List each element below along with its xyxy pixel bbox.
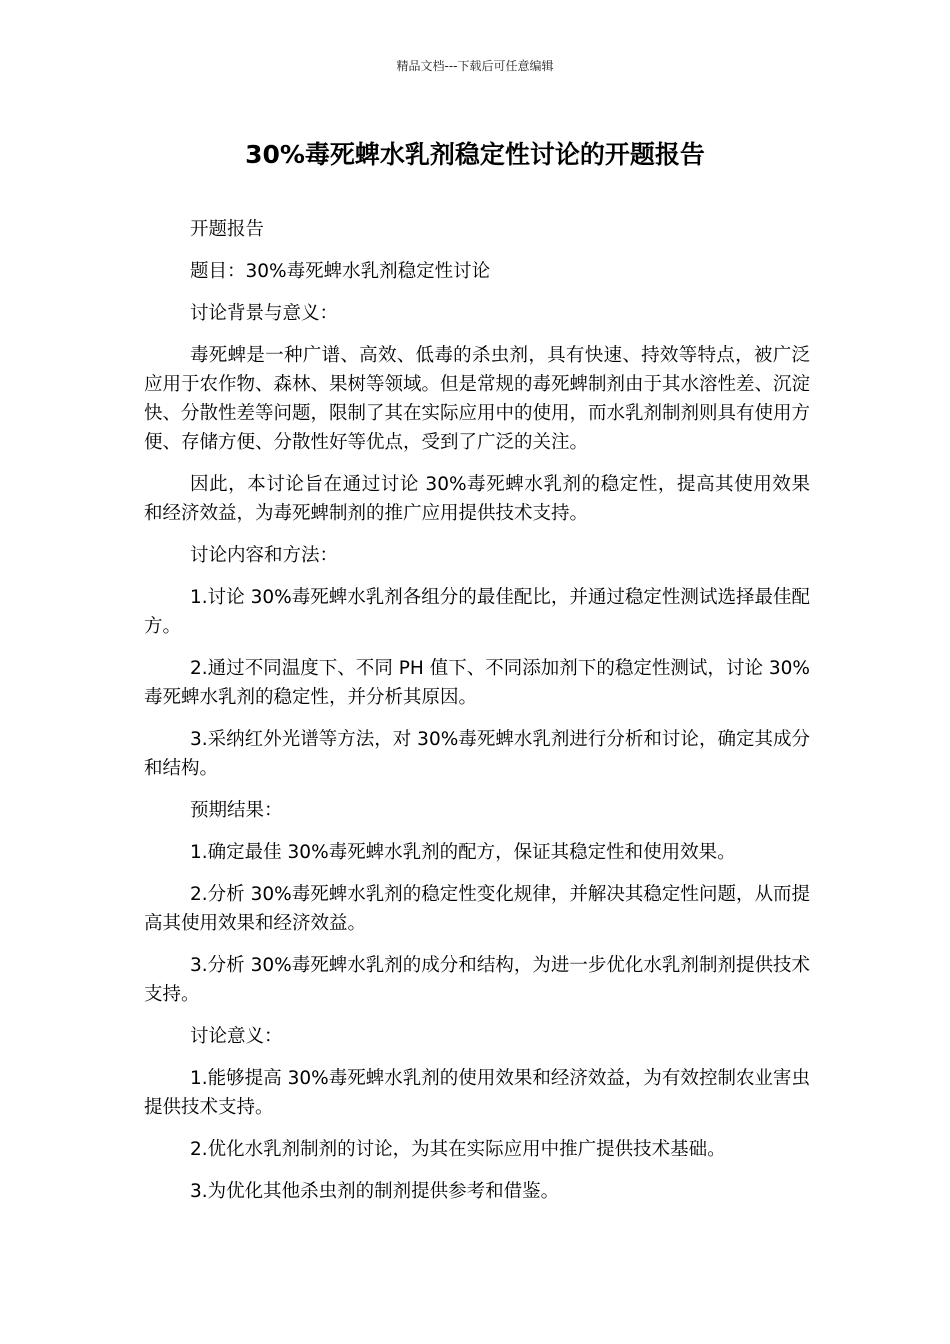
result-item-2: 2.分析 30%毒死蜱水乳剂的稳定性变化规律，并解决其稳定性问题，从而提高其使用效果和经济效益。 <box>144 884 810 934</box>
section-heading-methods: 讨论内容和方法： <box>190 545 339 566</box>
paragraph-purpose: 因此，本讨论旨在通过讨论 30%毒死蜱水乳剂的稳定性，提高其使用效果和经济效益，为毒死蜱制剂的推广应用提供技术支持。 <box>144 474 810 524</box>
significance-item-3: 3.为优化其他杀虫剂的制剂提供参考和借鉴。 <box>190 1181 560 1202</box>
significance-item-1: 1.能够提高 30%毒死蜱水乳剂的使用效果和经济效益，为有效控制农业害虫提供技术支持。 <box>144 1068 810 1118</box>
paragraph-background: 毒死蜱是一种广谱、高效、低毒的杀虫剂，具有快速、持效等特点，被广泛应用于农作物、森林、果树等领域。但是常规的毒死蜱制剂由于其水溶性差、沉淀快、分散性差等问题，限制了其在实际应用中的使用，而水乳剂制剂则具有使用方便、存储方便、分散性好等优点，受到了广泛的关注。 <box>144 345 811 453</box>
document-body <box>144 215 810 1219</box>
method-item-2: 2.通过不同温度下、不同 PH 值下、不同添加剂下的稳定性测试，讨论 30%毒死蜱水乳剂的稳定性，并分析其原因。 <box>144 658 810 708</box>
paragraph-topic: 题目：30%毒死蜱水乳剂稳定性讨论 <box>190 261 491 282</box>
method-item-1: 1.讨论 30%毒死蜱水乳剂各组分的最佳配比，并通过稳定性测试选择最佳配方。 <box>144 587 810 637</box>
method-item-3: 3.采纳红外光谱等方法，对 30%毒死蜱水乳剂进行分析和讨论，确定其成分和结构。 <box>144 729 810 779</box>
section-heading-background: 讨论背景与意义： <box>190 303 339 324</box>
page-header-note: 精品文档---下载后可任意编辑 <box>396 59 554 73</box>
section-heading-expected-results: 预期结果： <box>190 800 283 821</box>
document-title: 30%毒死蜱水乳剂稳定性讨论的开题报告 <box>245 140 705 169</box>
result-item-1: 1.确定最佳 30%毒死蜱水乳剂的配方，保证其稳定性和使用效果。 <box>190 842 736 863</box>
result-item-3: 3.分析 30%毒死蜱水乳剂的成分和结构，为进一步优化水乳剂制剂提供技术支持。 <box>144 955 810 1005</box>
paragraph-report-label: 开题报告 <box>190 219 265 240</box>
section-heading-significance: 讨论意义： <box>190 1026 283 1047</box>
significance-item-2: 2.优化水乳剂制剂的讨论，为其在实际应用中推广提供技术基础。 <box>190 1139 726 1160</box>
